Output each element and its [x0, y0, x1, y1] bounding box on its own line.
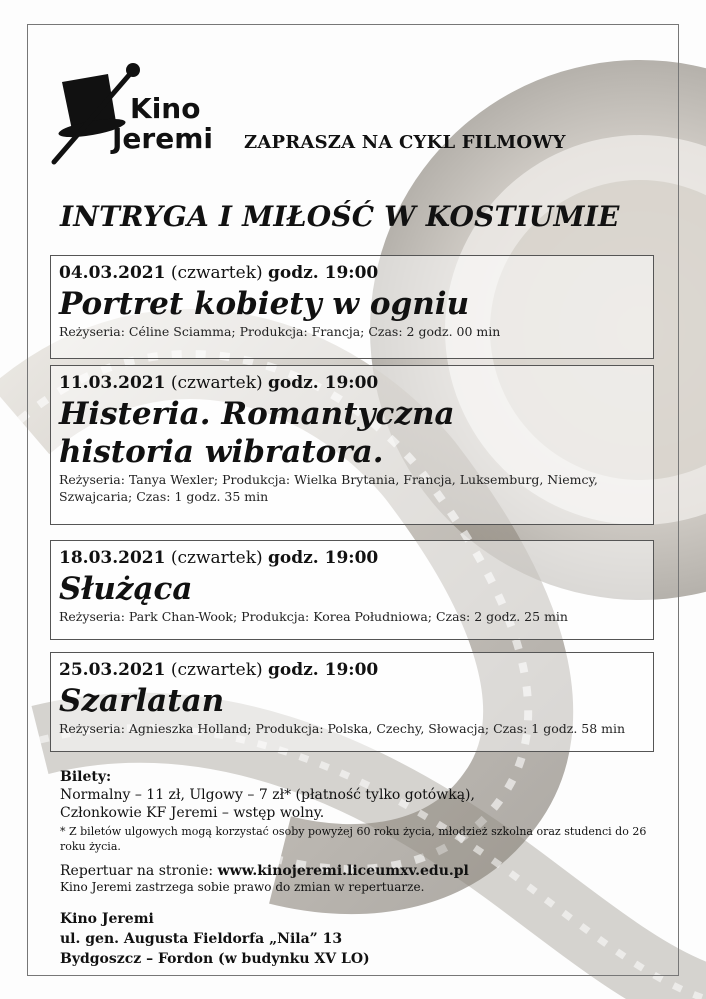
- event-meta: Reżyseria: Agnieszka Holland; Produkcja: Polska, Czechy, Słowacja; Czas: 1 godz. 58 min: [59, 721, 626, 736]
- logo-line-2: Jeremi: [112, 122, 213, 155]
- event-day: (czwartek): [170, 548, 263, 568]
- event-date: 04.03.2021: [59, 263, 166, 283]
- logo-wordmark: [112, 94, 213, 154]
- event-date-line: [59, 372, 653, 394]
- event-title: Histeria. Romantyczna historia wibratora.: [59, 396, 455, 470]
- repertoire-disclaimer: Kino Jeremi zastrzega sobie prawo do zmian w repertuarze.: [60, 880, 425, 894]
- tickets-section: [60, 768, 660, 854]
- invite-text: ZAPRASZA NA CYKL FILMOWY: [244, 132, 566, 153]
- event-date: 18.03.2021: [59, 548, 166, 568]
- address-line-2: ul. gen. Augusta Fieldorfa „Nila” 13: [60, 931, 343, 947]
- event-time: godz. 19:00: [268, 660, 379, 680]
- event-meta: Reżyseria: Tanya Wexler; Produkcja: Wielka Brytania, Francja, Luksemburg, Niemcy, Szwajcaria; Czas: 1 godz. 35 min: [59, 472, 598, 504]
- tickets-members: Członkowie KF Jeremi – wstęp wolny.: [60, 805, 325, 821]
- event-meta: Reżyseria: Park Chan-Wook; Produkcja: Korea Południowa; Czas: 2 godz. 25 min: [59, 609, 568, 624]
- event-title: Portret kobiety w ogniu: [59, 286, 470, 322]
- event-4: [50, 652, 654, 752]
- event-time: godz. 19:00: [268, 373, 379, 393]
- cycle-title: INTRYGA I MIŁOŚĆ W KOSTIUMIE: [60, 200, 620, 233]
- address-line-1: Kino Jeremi: [60, 911, 154, 927]
- event-date-line: [59, 547, 653, 569]
- event-day: (czwartek): [170, 660, 263, 680]
- address-block: [60, 909, 370, 969]
- event-time: godz. 19:00: [268, 263, 379, 283]
- event-2: [50, 365, 654, 525]
- address-line-3: Bydgoszcz – Fordon (w budynku XV LO): [60, 951, 370, 967]
- event-date: 25.03.2021: [59, 660, 166, 680]
- event-date-line: [59, 659, 653, 681]
- repertoire-label: Repertuar na stronie:: [60, 863, 214, 879]
- event-day: (czwartek): [170, 263, 263, 283]
- event-day: (czwartek): [170, 373, 263, 393]
- event-title: Szarlatan: [59, 683, 225, 719]
- event-title: Służąca: [59, 571, 193, 607]
- tickets-prices: Normalny – 11 zł, Ulgowy – 7 zł* (płatność tylko gotówką),: [60, 787, 475, 803]
- event-meta: Reżyseria: Céline Sciamma; Produkcja: Francja; Czas: 2 godz. 00 min: [59, 324, 501, 339]
- tickets-note: * Z biletów ulgowych mogą korzystać osoby powyżej 60 roku życia, młodzież szkolna oraz studenci do 26 roku życia.: [60, 825, 647, 853]
- repertoire-section: [60, 862, 660, 895]
- repertoire-url[interactable]: www.kinojeremi.liceumxv.edu.pl: [217, 863, 469, 879]
- event-date: 11.03.2021: [59, 373, 166, 393]
- logo-line-1: Kino: [130, 92, 201, 125]
- event-time: godz. 19:00: [268, 548, 379, 568]
- tickets-heading: Bilety:: [60, 769, 112, 785]
- event-date-line: [59, 262, 653, 284]
- event-3: [50, 540, 654, 640]
- event-1: [50, 255, 654, 359]
